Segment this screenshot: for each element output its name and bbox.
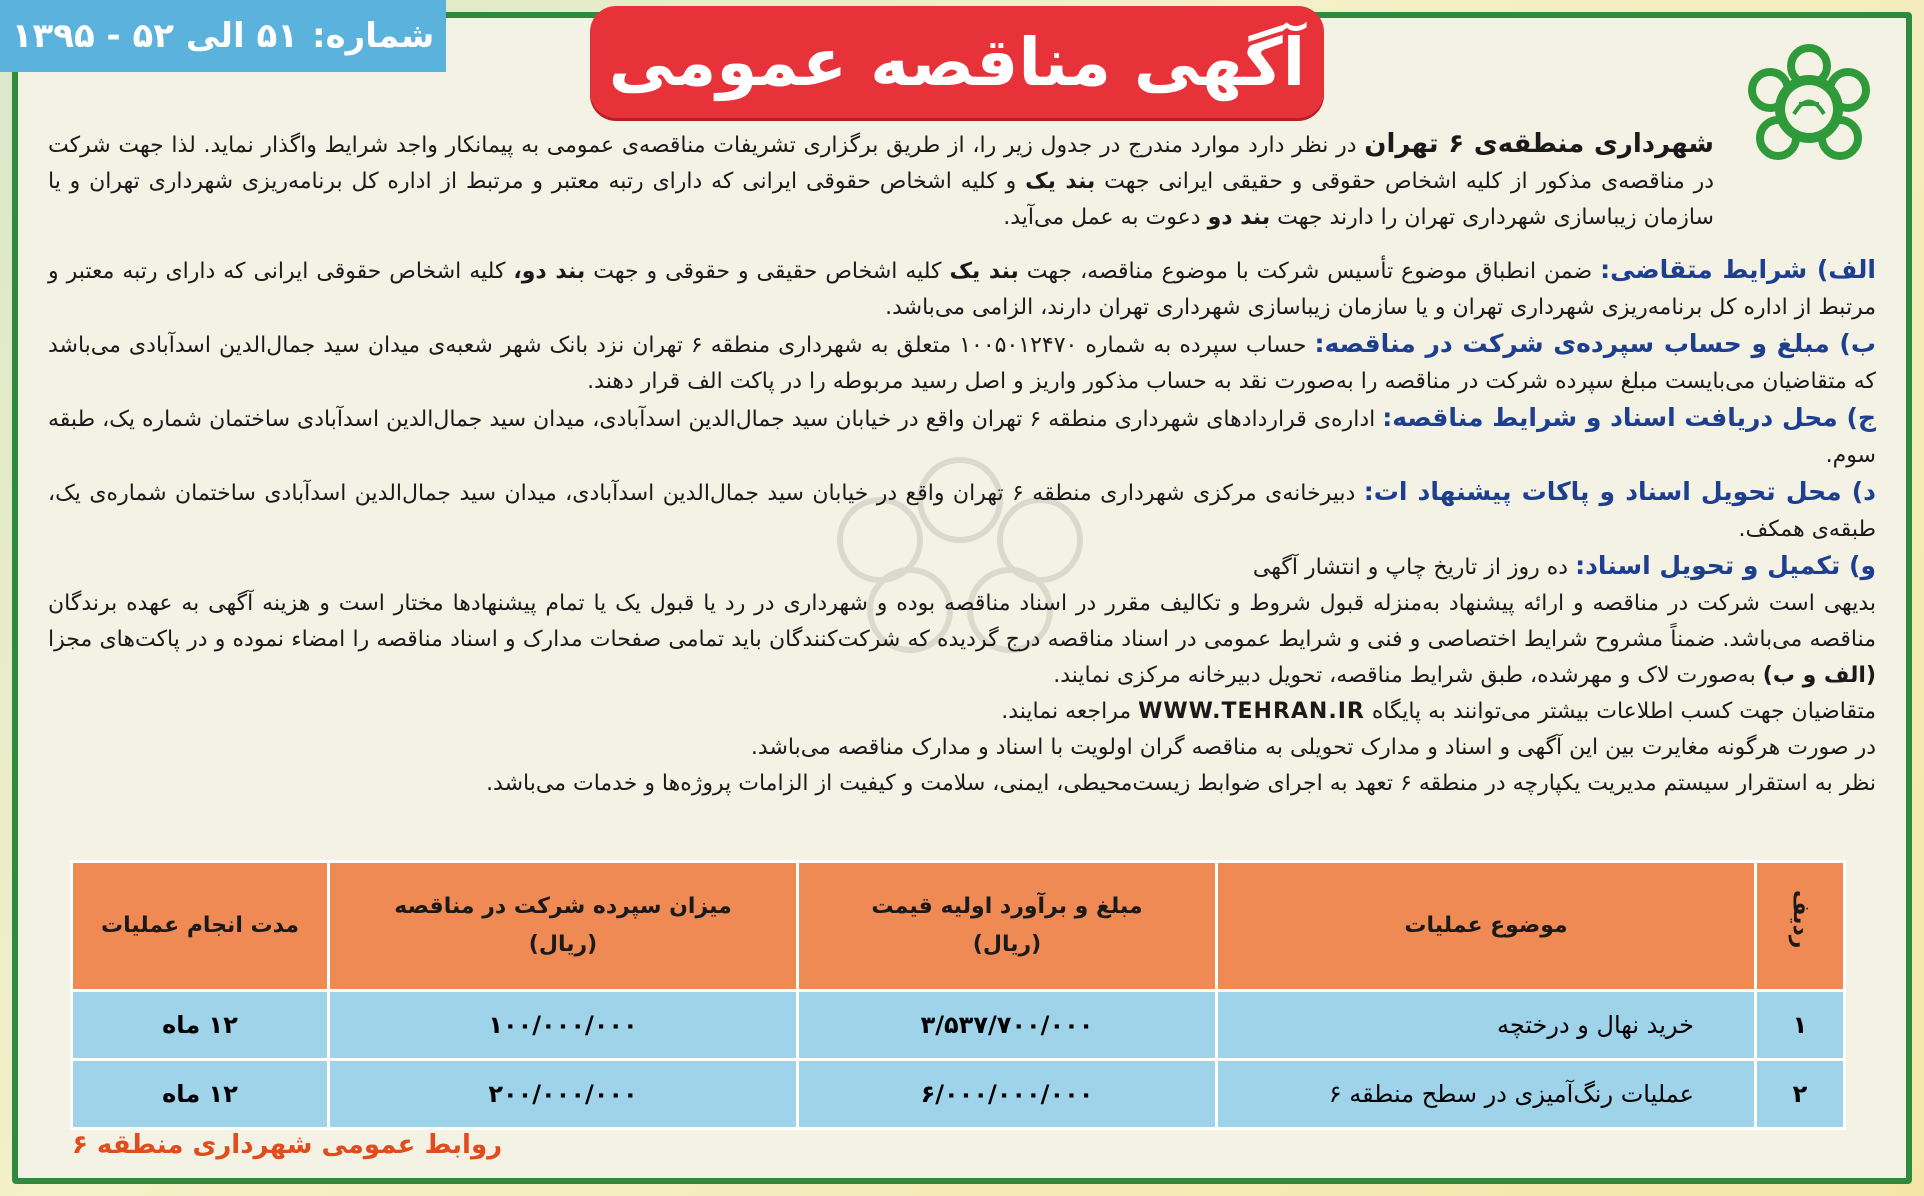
header-duration: مدت انجام عملیات	[72, 862, 329, 991]
intro-text-2: و کلیه اشخاص حقوقی ایرانی که دارای رتبه معتبر و مرتبط از اداره کل برنامه‌ریزی شهرداری تهران و یا سازمان زیباسازی شهرداری تهران را دارند جهت	[48, 169, 1714, 230]
note-1-bold: (الف و ب)	[1762, 663, 1876, 688]
section-a	[48, 252, 1876, 326]
sections	[48, 252, 1876, 802]
footer-public-relations: روابط عمومی شهرداری منطقه ۶	[72, 1130, 503, 1160]
section-a-heading: الف) شرایط متقاضی:	[1600, 255, 1876, 284]
cell-subject: خرید نهال و درختچه	[1217, 991, 1756, 1060]
table-row	[72, 991, 1845, 1060]
notice-number-label: شماره:	[312, 16, 435, 56]
note-2	[48, 694, 1876, 730]
note-2-end: مراجعه نمایند.	[1001, 699, 1132, 724]
section-c-heading: ج) محل دریافت اسناد و شرایط مناقصه:	[1382, 403, 1876, 432]
header-estimate: مبلغ و برآورد اولیه قیمت (ریال)	[798, 862, 1217, 991]
section-b	[48, 326, 1876, 400]
section-c	[48, 400, 1876, 474]
table-header-row	[72, 862, 1845, 991]
intro-band-1: بند یک	[1025, 169, 1096, 194]
cell-row-number: ۲	[1756, 1060, 1845, 1129]
cell-estimate: ۶/۰۰۰/۰۰۰/۰۰۰	[798, 1060, 1217, 1129]
cell-deposit: ۲۰۰/۰۰۰/۰۰۰	[329, 1060, 798, 1129]
cell-deposit: ۱۰۰/۰۰۰/۰۰۰	[329, 991, 798, 1060]
section-e	[48, 548, 1876, 586]
section-d	[48, 474, 1876, 548]
table-row	[72, 1060, 1845, 1129]
intro-text-1: در نظر دارد موارد مندرج در جدول زیر را، از طریق برگزاری تشریفات مناقصه‌ی عمومی به پیمانکار واجد شرایط واگذار نماید. لذا جهت شرکت در مناقصه‌ی مذکور از کلیه اشخاص حقوقی و حقیقی ایرانی جهت	[48, 133, 1714, 194]
notice-number-value: ۵۱ الی ۵۲ - ۱۳۹۵	[11, 16, 299, 56]
note-4: نظر به استقرار سیستم مدیریت یکپارچه در منطقه ۶ تعهد به اجرای ضوابط زیست‌محیطی، ایمنی، سلامت و کیفیت از الزامات پروژه‌ها و خدمات می‌باشد.	[486, 771, 1876, 796]
section-e-heading: و) تکمیل و تحویل اسناد:	[1575, 551, 1876, 580]
header-subject: موضوع عملیات	[1217, 862, 1756, 991]
section-a-text-1: ضمن انطباق موضوع تأسیس شرکت با موضوع مناقصه، جهت	[1026, 259, 1593, 284]
section-a-band-1: بند یک	[949, 259, 1019, 284]
intro-band-2: بند دو	[1207, 205, 1271, 230]
operations-table	[70, 860, 1846, 1130]
note-1-text: بدیهی است شرکت در مناقصه و ارائه پیشنهاد به‌منزله قبول شروط و تکالیف مقرر در اسناد مناقصه بوده و شهرداری در رد یا قبول یک یا تمام پیشنهادها مختار است و هزینه آگهی به عهده برندگان مناقصه می‌باشد. ضمناً مشروح شرایط اختصاصی و فنی و شرایط عمومی در اسناد مناقصه درج گردیده که شرکت‌کنندگان باید تمامی صفحات مدارک و اسناد مناقصه را امضاء نموده و در پاکت‌های مجزا	[48, 591, 1876, 652]
section-b-heading: ب) مبلغ و حساب سپرده‌ی شرکت در مناقصه:	[1314, 329, 1876, 358]
section-a-band-2: بند دو،	[513, 259, 586, 284]
section-e-text: ده روز از تاریخ چاپ و انتشار آگهی	[1252, 555, 1569, 580]
cell-subject: عملیات رنگ‌آمیزی در سطح منطقه ۶	[1217, 1060, 1756, 1129]
section-a-text-2: کلیه اشخاص حقیقی و حقوقی و جهت	[593, 259, 942, 284]
intro-lead: شهرداری منطقه‌ی ۶ تهران	[1364, 129, 1714, 159]
cell-row-number: ۱	[1756, 991, 1845, 1060]
note-3: در صورت هرگونه مغایرت بین این آگهی و اسناد و مدارک تحویلی به مناقصه گران اولویت با اسناد و مدارک مناقصه می‌باشد.	[750, 735, 1876, 760]
section-b-text: حساب سپرده به شماره ۱۰۰۵۰۱۲۴۷۰ متعلق به شهرداری منطقه ۶ تهران نزد بانک شهر شعبه‌ی میدان سید جمال‌الدین اسدآبادی می‌باشد که متقاضیان می‌بایست مبلغ سپرده شرکت در مناقصه را به‌صورت نقد به حساب مذکور واریز و اصل رسید مربوطه را در پاکت الف قرار دهند.	[48, 333, 1876, 394]
tehran-municipality-logo-icon	[1744, 44, 1874, 174]
note-1-end: به‌صورت لاک و مهرشده، طبق شرایط مناقصه، تحویل دبیرخانه مرکزی نمایند.	[1053, 663, 1756, 688]
cell-duration: ۱۲ ماه	[72, 991, 329, 1060]
section-c-text: اداره‌ی قراردادهای شهرداری منطقه ۶ تهران واقع در خیابان سید جمال‌الدین اسدآبادی، میدان سید جمال‌الدین اسدآبادی ساختمان شماره یک، طبقه سوم.	[48, 407, 1876, 468]
website-link[interactable]: WWW.TEHRAN.IR	[1138, 699, 1365, 724]
notice-number	[0, 0, 446, 72]
note-2-start: متقاضیان جهت کسب اطلاعات بیشتر می‌توانند به پایگاه	[1371, 699, 1876, 724]
notice-title: آگهی مناقصه عمومی	[590, 6, 1324, 118]
cell-estimate: ۳/۵۳۷/۷۰۰/۰۰۰	[798, 991, 1217, 1060]
section-a-text-3: کلیه اشخاص حقوقی ایرانی که دارای رتبه معتبر و مرتبط از اداره کل برنامه‌ریزی شهرداری تهران و یا سازمان زیباسازی شهرداری تهران دارند، الزامی می‌باشد.	[48, 259, 1876, 320]
note-1	[48, 586, 1876, 694]
section-d-text: دبیرخانه‌ی مرکزی شهرداری منطقه ۶ تهران واقع در خیابان سید جمال‌الدین اسدآبادی، میدان سید جمال‌الدین اسدآبادی ساختمان شماره‌ی یک، طبقه‌ی همکف.	[48, 481, 1876, 542]
intro-text-3: دعوت به عمل می‌آید.	[1003, 205, 1201, 230]
cell-duration: ۱۲ ماه	[72, 1060, 329, 1129]
section-d-heading: د) محل تحویل اسناد و پاکات پیشنهاد ات:	[1363, 477, 1877, 506]
header-row-number: ردیف	[1756, 862, 1845, 991]
intro-paragraph	[48, 126, 1714, 236]
header-deposit: میزان سپرده شرکت در مناقصه (ریال)	[329, 862, 798, 991]
